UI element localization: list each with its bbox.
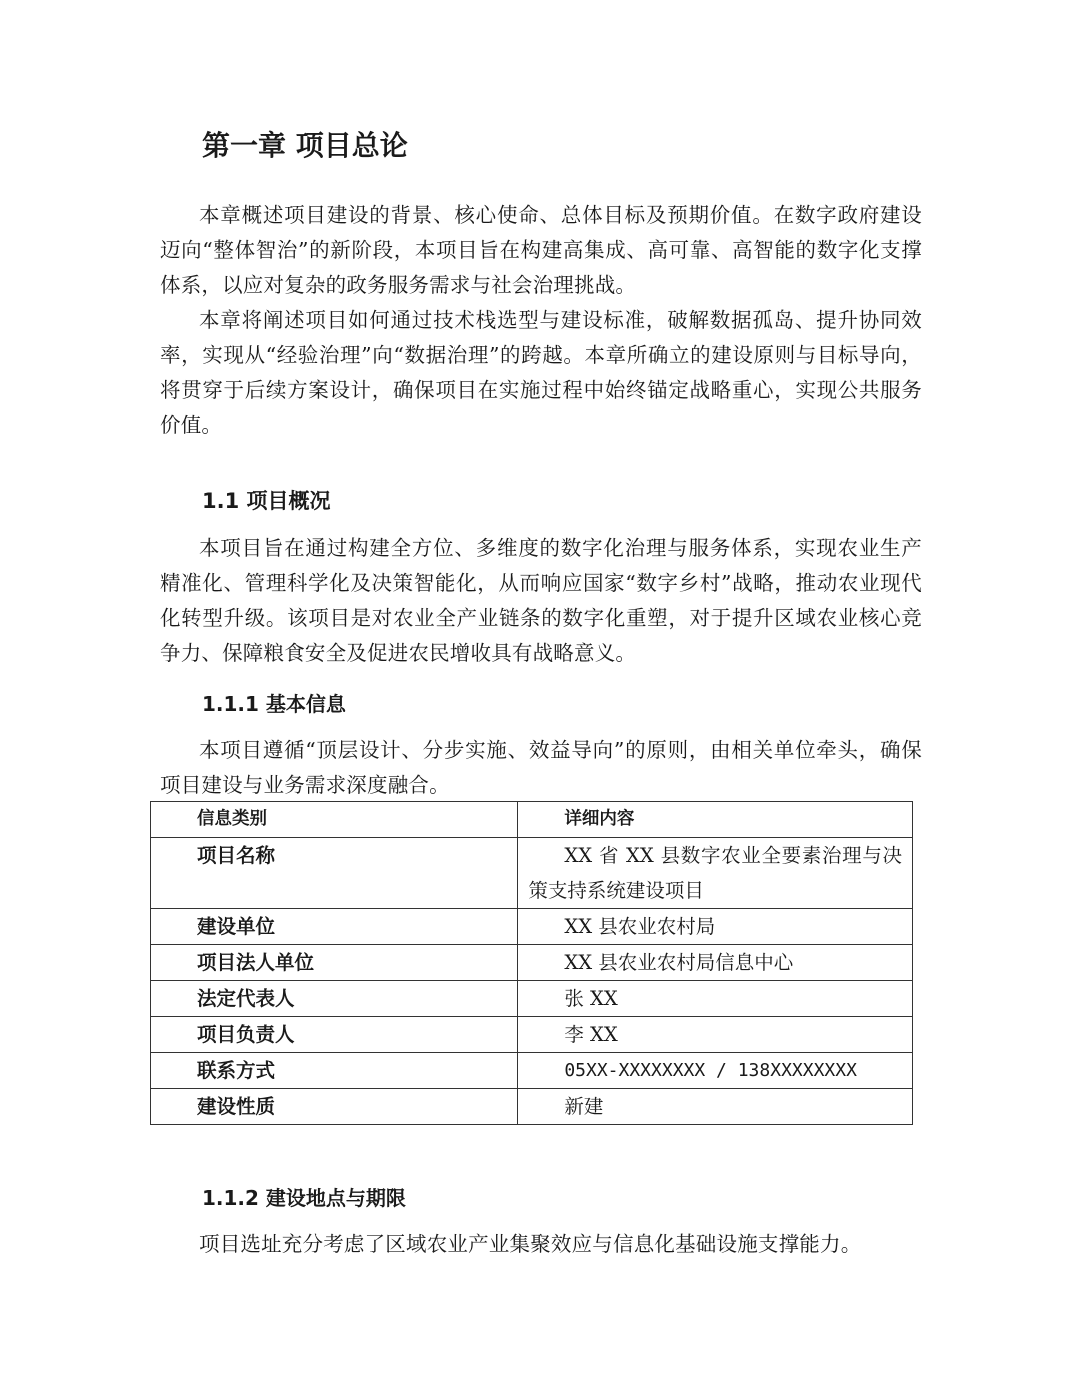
section-heading-1-1-2: 1.1.2 建设地点与期限 xyxy=(202,1186,406,1210)
table-cell-label: 项目负责人 xyxy=(151,1017,518,1053)
table-cell-value: 李 XX xyxy=(518,1017,913,1053)
section-1-1-paragraph: 本项目旨在通过构建全方位、多维度的数字化治理与服务体系，实现农业生产精准化、管理科学化及决策智能化，从而响应国家“数字乡村”战略，推动农业现代化转型升级。该项目是对农业全产业链条的数字化重塑，对于提升区域农业核心竞争力、保障粮食安全及促进农民增收具有战略意义。 xyxy=(160,536,922,665)
section-heading-1-1: 1.1 项目概况 xyxy=(202,489,331,513)
table-row xyxy=(151,945,913,981)
table-row xyxy=(151,909,913,945)
table-cell-label: 项目名称 xyxy=(151,838,518,909)
table-row xyxy=(151,1089,913,1125)
table-row xyxy=(151,1053,913,1089)
basic-info-table xyxy=(150,801,913,1125)
table-cell-value: XX 县农业农村局 xyxy=(518,909,913,945)
table-row xyxy=(151,1017,913,1053)
section-1-1-2-paragraph: 项目选址充分考虑了区域农业产业集聚效应与信息化基础设施支撑能力。 xyxy=(199,1232,862,1256)
table-cell-value: 新建 xyxy=(518,1089,913,1125)
table-header-row xyxy=(151,802,913,838)
section-1-1-1-paragraph: 本项目遵循“顶层设计、分步实施、效益导向”的原则，由相关单位牵头，确保项目建设与业务需求深度融合。 xyxy=(160,738,922,797)
table-row xyxy=(151,981,913,1017)
chapter-intro-paragraph-1: 本章概述项目建设的背景、核心使命、总体目标及预期价值。在数字政府建设迈向“整体智治”的新阶段，本项目旨在构建高集成、高可靠、高智能的数字化支撑体系，以应对复杂的政务服务需求与社会治理挑战。 xyxy=(160,203,922,297)
table-cell-label: 法定代表人 xyxy=(151,981,518,1017)
table-header-detail: 详细内容 xyxy=(518,802,913,838)
chapter-intro-paragraph-2: 本章将阐述项目如何通过技术栈选型与建设标准，破解数据孤岛、提升协同效率，实现从“经验治理”向“数据治理”的跨越。本章所确立的建设原则与目标导向，将贯穿于后续方案设计，确保项目在实施过程中始终锚定战略重心，实现公共服务价值。 xyxy=(160,308,922,437)
table-cell-label: 项目法人单位 xyxy=(151,945,518,981)
table-cell-label: 联系方式 xyxy=(151,1053,518,1089)
section-heading-1-1-1: 1.1.1 基本信息 xyxy=(202,692,346,716)
table-cell-value: XX 县农业农村局信息中心 xyxy=(518,945,913,981)
table-cell-label: 建设性质 xyxy=(151,1089,518,1125)
table-row xyxy=(151,838,913,909)
table-cell-value: 05XX-XXXXXXXX / 138XXXXXXXX xyxy=(518,1053,913,1089)
table-cell-label: 建设单位 xyxy=(151,909,518,945)
table-cell-value: XX 省 XX 县数字农业全要素治理与决策支持系统建设项目 xyxy=(518,838,913,909)
chapter-title: 第一章 项目总论 xyxy=(202,129,408,162)
table-header-category: 信息类别 xyxy=(151,802,518,838)
table-cell-value: 张 XX xyxy=(518,981,913,1017)
